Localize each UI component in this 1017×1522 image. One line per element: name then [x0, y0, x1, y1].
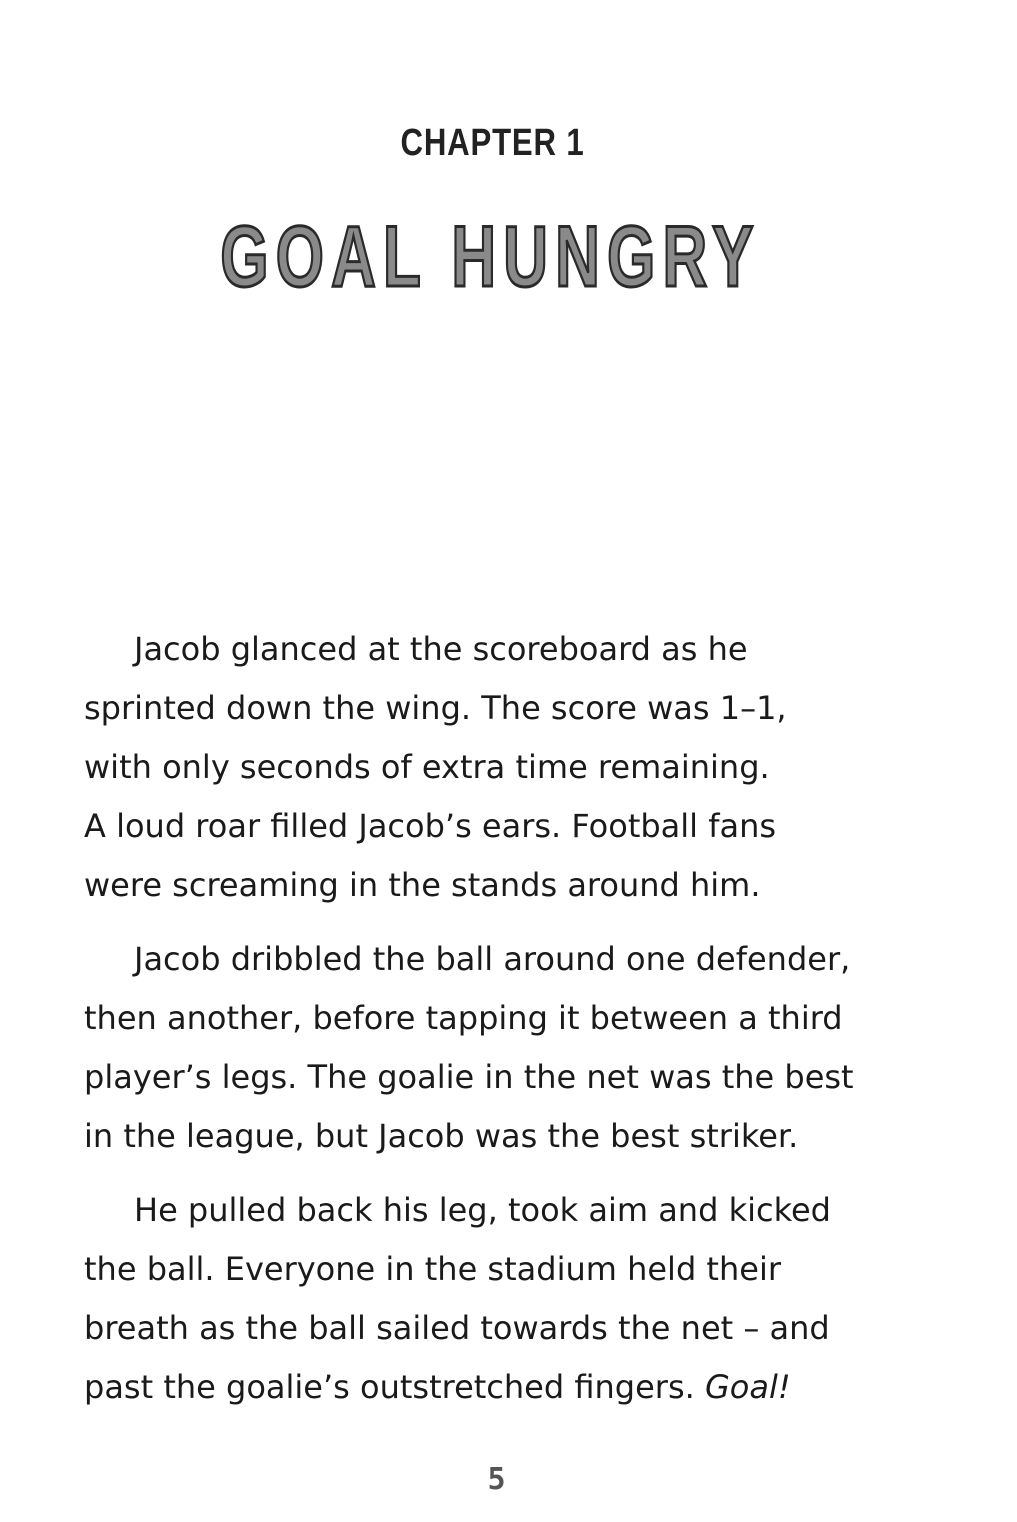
- emphasis-text: Goal!: [704, 1368, 791, 1406]
- text-line: A loud roar filled Jacob’s ears. Football fans: [84, 807, 777, 845]
- text-line: the ball. Everyone in the stadium held their: [84, 1250, 781, 1288]
- text-line: in the league, but Jacob was the best striker.: [84, 1117, 799, 1155]
- text-line: were screaming in the stands around him.: [84, 866, 761, 904]
- text-line: sprinted down the wing. The score was 1–1,: [84, 689, 787, 727]
- page-number: 5: [487, 1462, 506, 1497]
- text-line: player’s legs. The goalie in the net was the best: [84, 1058, 854, 1096]
- text-line: Jacob dribbled the ball around one defender,: [134, 940, 851, 978]
- chapter-label: CHAPTER 1: [400, 122, 585, 164]
- text-line: with only seconds of extra time remaining.: [84, 748, 770, 786]
- chapter-title: GOAL HUNGRY: [220, 209, 761, 305]
- text-line: then another, before tapping it between a third: [84, 999, 843, 1037]
- text-line: He pulled back his leg, took aim and kicked: [134, 1191, 831, 1229]
- body-text: [84, 620, 924, 1432]
- paragraph-1: [84, 620, 924, 915]
- paragraph-2: [84, 930, 924, 1166]
- text-line: [84, 1358, 924, 1417]
- text-line: Jacob glanced at the scoreboard as he: [134, 630, 748, 668]
- text-line: breath as the ball sailed towards the net – and: [84, 1309, 830, 1347]
- text-line-start: past the goalie’s outstretched fingers.: [84, 1368, 705, 1406]
- paragraph-3: [84, 1181, 924, 1417]
